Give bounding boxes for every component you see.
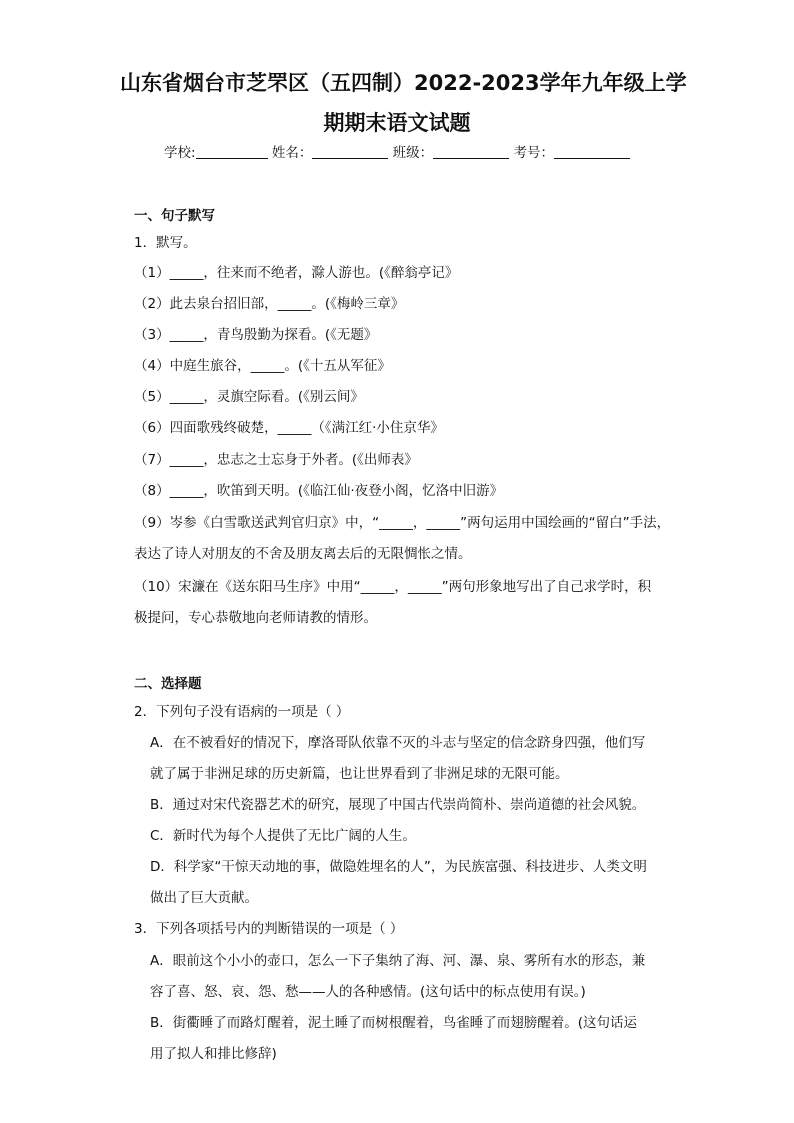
question-1-item: 极提问，专心恭敬地向老师请教的情形。 (134, 610, 377, 626)
question-2-option-line: B．通过对宋代瓷器艺术的研究，展现了中国古代崇尚简朴、崇尚道德的社会风貌。 (150, 797, 646, 813)
question-2-option-line: C．新时代为每个人提供了无比广阔的人生。 (150, 828, 416, 844)
question-1-item: （2）此去泉台招旧部，_____。(《梅岭三章》 (134, 296, 405, 312)
question-1-item: （5）_____，灵旗空际看。(《别云间》 (134, 389, 364, 405)
section-heading-2: 二、选择题 (134, 676, 202, 692)
class-label: 班级： (392, 145, 434, 161)
class-blank (433, 144, 509, 159)
question-1-item: （10）宋濂在《送东阳马生序》中用“_____，_____”两句形象地写出了自己求学时，积 (134, 579, 652, 595)
student-info-row (164, 142, 644, 164)
question-1-item: （4）中庭生旅谷，_____。(《十五从军征》 (134, 358, 391, 374)
number-label: 考号： (513, 145, 554, 161)
school-label: 学校: (164, 145, 196, 161)
exam-title-line-1: 山东省烟台市芝罘区（五四制）2022-2023学年九年级上学 (120, 71, 687, 95)
question-2-stem: 2．下列句子没有语病的一项是（ ） (134, 704, 350, 720)
question-3-option-line: 用了拟人和排比修辞) (150, 1046, 277, 1062)
question-2-option-line: D．科学家“干惊天动地的事，做隐姓埋名的人”，为民族富强、科技进步、人类文明 (150, 859, 647, 875)
question-1-stem: 1．默写。 (134, 235, 197, 251)
question-3-stem: 3．下列各项括号内的判断错误的一项是（ ） (134, 921, 404, 937)
number-blank (554, 144, 630, 159)
question-2-option-line: 就了属于非洲足球的历史新篇，也让世界看到了非洲足球的无限可能。 (150, 766, 569, 782)
exam-title-line-2: 期期末语文试题 (323, 111, 471, 135)
question-1-item: （7）_____，忠志之士忘身于外者。(《出师表》 (134, 452, 418, 468)
school-blank (196, 144, 268, 159)
name-label: 姓名： (271, 145, 313, 161)
section-heading-1: 一、句子默写 (134, 208, 215, 224)
question-3-option-line: B．街衢睡了而路灯醒着，泥土睡了而树根醒着，鸟雀睡了而翅膀醒着。(这句话运 (150, 1015, 638, 1031)
question-2-option-line: A．在不被看好的情况下，摩洛哥队依靠不灭的斗志与坚定的信念跻身四强，他们写 (150, 735, 646, 751)
question-1-item: （8）_____，吹笛到天明。(《临江仙·夜登小阁，忆洛中旧游》 (134, 483, 504, 499)
question-3-option-line: 容了喜、怒、哀、怨、愁——人的各种感情。(这句话中的标点使用有误。) (150, 984, 586, 1000)
question-3-option-line: A．眼前这个小小的壶口，怎么一下子集纳了海、河、瀑、泉、雾所有水的形态，兼 (150, 953, 646, 969)
question-2-option-line: 做出了巨大贡献。 (150, 890, 258, 906)
name-blank (312, 144, 388, 159)
question-1-item: （6）四面歌残终破楚，_____（《满江红·小住京华》 (134, 420, 444, 436)
question-1-item: （3）_____，青鸟殷勤为探看。(《无题》 (134, 327, 378, 343)
question-1-item: （1）_____，往来而不绝者，滁人游也。(《醉翁亭记》 (134, 265, 459, 281)
question-1-item: （9）岑参《白雪歌送武判官归京》中，“_____，_____”两句运用中国绘画的“留白”手法， (134, 515, 671, 531)
question-1-item: 表达了诗人对朋友的不舍及朋友离去后的无限惆怅之情。 (134, 546, 472, 562)
